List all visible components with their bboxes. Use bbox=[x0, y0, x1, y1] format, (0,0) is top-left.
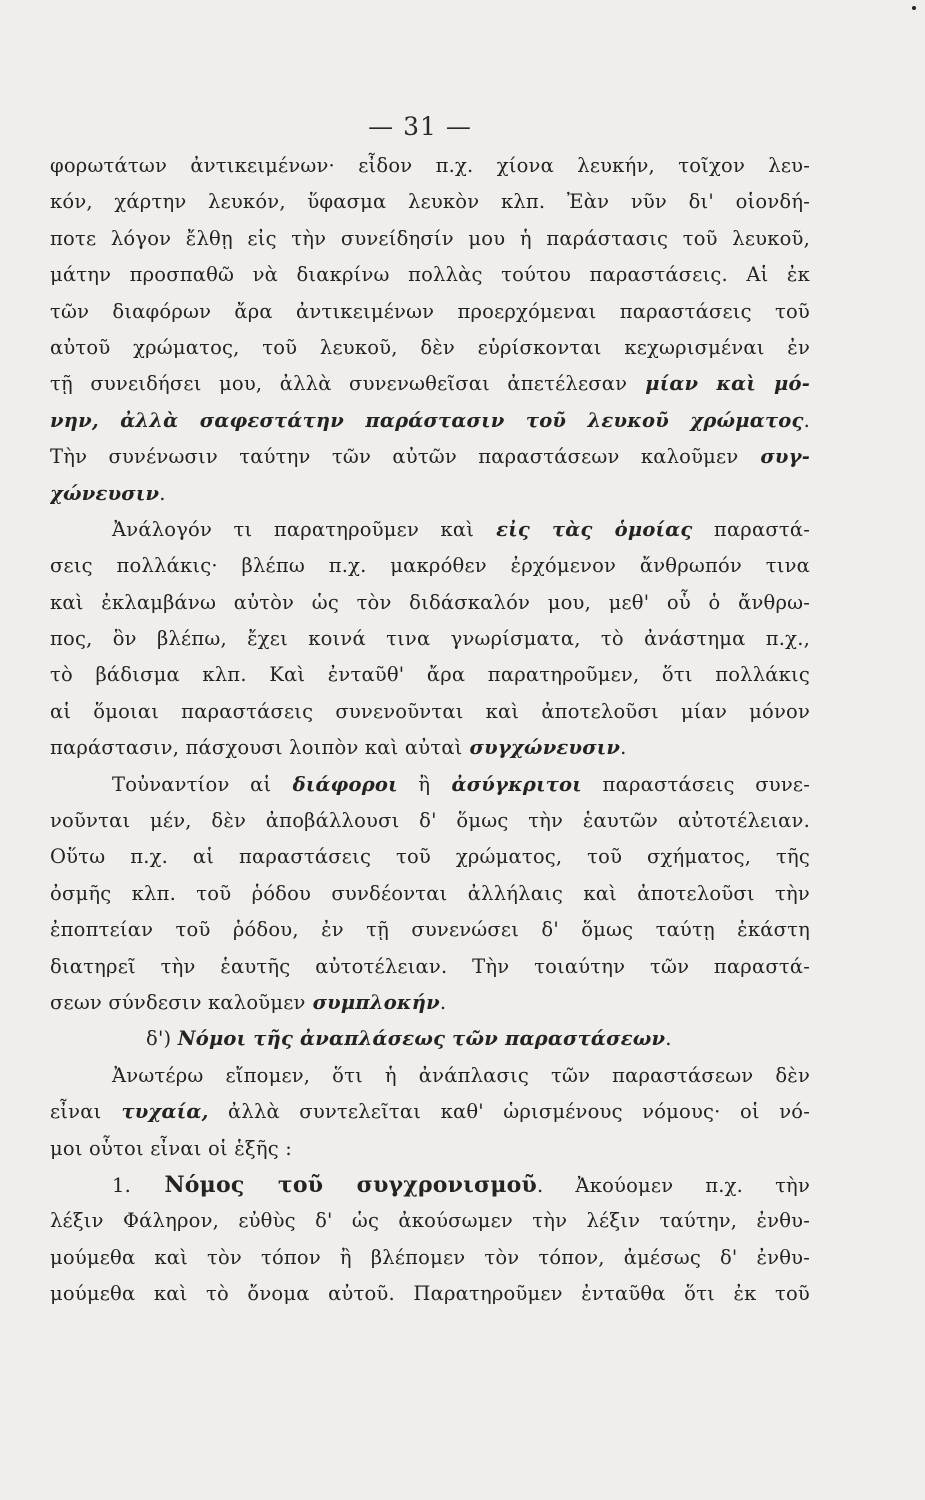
text-line bbox=[50, 876, 810, 912]
line-text: . Ἀκούομεν π.χ. τὴν bbox=[537, 1173, 810, 1197]
emphasis-text: μίαν καὶ μό- bbox=[627, 372, 810, 396]
text-line bbox=[50, 476, 810, 512]
emphasis-text: χώνευσιν bbox=[50, 481, 160, 505]
section-heading bbox=[50, 1021, 810, 1057]
line-text: τὸ βάδισμα κλπ. Καὶ ἐνταῦθ' ἄρα παρατηροῦμεν, ὅτι πολλάκις bbox=[50, 663, 810, 687]
line-text: 1. bbox=[112, 1173, 132, 1197]
line-text: ποτε λόγον ἔλθῃ εἰς τὴν συνείδησίν μου ἡ παράστασις τοῦ λευκοῦ, bbox=[50, 226, 810, 250]
line-text: διατηρεῖ τὴν ἑαυτῆς αὐτοτέλειαν. Τὴν τοιαύτην τῶν παραστά- bbox=[50, 954, 810, 978]
text-line bbox=[50, 621, 810, 657]
text-line bbox=[50, 839, 810, 875]
emphasis-text: συγχώνευσιν bbox=[462, 736, 621, 760]
line-text: παραστά- bbox=[692, 517, 810, 541]
line-text: λέξιν Φάληρον, εὐθὺς δ' ὡς ἀκούσωμεν τὴν λέξιν ταύτην, ἐνθυ- bbox=[50, 1209, 810, 1233]
text-line bbox=[50, 512, 810, 548]
line-text: πος, ὃν βλέπω, ἔχει κοινά τινα γνωρίσματα, τὸ ἀνάστημα π.χ., bbox=[50, 627, 810, 651]
text-line bbox=[50, 1240, 810, 1276]
text-line bbox=[50, 949, 810, 985]
line-text: . bbox=[665, 1027, 672, 1051]
line-text: Οὕτω π.χ. αἱ παραστάσεις τοῦ χρώματος, τοῦ σχήματος, τῆς bbox=[50, 845, 810, 869]
line-text: σεις πολλάκις· βλέπω π.χ. μακρόθεν ἐρχόμενον ἄνθρωπόν τινα bbox=[50, 554, 810, 578]
line-text: . bbox=[439, 990, 447, 1014]
text-line bbox=[50, 548, 810, 584]
emphasis-text: τυχαία, bbox=[101, 1100, 209, 1124]
line-text: αἱ ὅμοιαι παραστάσεις συνενοῦνται καὶ ἀποτελοῦσι μίαν μόνον bbox=[50, 699, 810, 723]
line-text: . bbox=[803, 408, 810, 432]
line-text: μάτην προσπαθῶ νὰ διακρίνω πολλὰς τούτου παραστάσεις. Αἱ ἐκ bbox=[50, 263, 810, 287]
text-line bbox=[50, 184, 810, 220]
ink-mark bbox=[912, 6, 916, 10]
emphasis-text: ἀσύγκριτοι bbox=[430, 772, 582, 796]
text-line bbox=[50, 767, 810, 803]
text-line bbox=[50, 803, 810, 839]
emphasis-text: εἰς τὰς ὁμοίας bbox=[474, 517, 693, 541]
text-line bbox=[50, 1058, 810, 1094]
line-text: μούμεθα καὶ τὸν τόπον ἢ βλέπομεν τὸν τόπον, ἀμέσως δ' ἐνθυ- bbox=[50, 1245, 810, 1269]
text-line bbox=[50, 912, 810, 948]
emphasis-text: Νόμοι τῆς ἀναπλάσεως τῶν παραστάσεων bbox=[177, 1027, 666, 1051]
page-number: — 31 — bbox=[368, 112, 472, 141]
line-text: Ἀνωτέρω εἴπομεν, ὅτι ἡ ἀνάπλασις τῶν παραστάσεων δὲν bbox=[112, 1063, 810, 1087]
line-text: . bbox=[159, 481, 166, 505]
line-text: αὐτοῦ χρώματος, τοῦ λευκοῦ, δὲν εὑρίσκονται κεχωρισμέναι ἐν bbox=[50, 335, 810, 359]
text-line bbox=[50, 985, 810, 1021]
line-text: ἐποπτείαν τοῦ ῥόδου, ἐν τῇ συνενώσει δ' ὅμως ταύτῃ ἑκάστη bbox=[50, 918, 810, 942]
line-text: φορωτάτων ἀντικειμένων· εἶδον π.χ. χίονα λευκήν, τοῖχον λευ- bbox=[50, 154, 810, 177]
emphasis-text: Νόμος τοῦ συγχρονισμοῦ bbox=[131, 1171, 538, 1198]
line-text: σεων σύνδεσιν καλοῦμεν bbox=[50, 990, 306, 1014]
line-text: . bbox=[620, 736, 627, 760]
text-line bbox=[50, 1203, 810, 1239]
line-text: νοῦνται μέν, δὲν ἀποβάλλουσι δ' ὅμως τὴν ἑαυτῶν αὐτοτέλειαν. bbox=[50, 809, 810, 833]
text-line bbox=[50, 1094, 810, 1130]
line-text: ἀλλὰ συντελεῖται καθ' ὡρισμένους νόμους· οἱ νό- bbox=[208, 1100, 810, 1124]
line-text: κόν, χάρτην λευκόν, ὕφασμα λευκὸν κλπ. Ἐὰν νῦν δι' οἱονδή- bbox=[50, 190, 810, 214]
line-text: παραστάσεις συνε- bbox=[581, 772, 810, 796]
line-text: δ') bbox=[146, 1027, 178, 1051]
text-line bbox=[50, 148, 810, 184]
page-text bbox=[50, 148, 810, 1313]
text-line bbox=[50, 1131, 810, 1167]
line-text: τῶν διαφόρων ἄρα ἀντικειμένων προερχόμεναι παραστάσεις τοῦ bbox=[50, 299, 810, 323]
line-text: Ἀνάλογόν τι παρατηροῦμεν καὶ bbox=[112, 517, 475, 541]
line-text: εἶναι bbox=[50, 1100, 102, 1124]
line-text: Τὴν συνένωσιν ταύτην τῶν αὐτῶν παραστάσεων καλοῦμεν bbox=[50, 445, 739, 469]
text-line bbox=[50, 403, 810, 439]
text-line bbox=[50, 330, 810, 366]
text-line bbox=[50, 657, 810, 693]
line-text: καὶ ἐκλαμβάνω αὐτὸν ὡς τὸν διδάσκαλόν μου, μεθ' οὗ ὁ ἄνθρω- bbox=[50, 590, 810, 614]
text-line bbox=[50, 366, 810, 402]
line-text: μούμεθα καὶ τὸ ὄνομα αὐτοῦ. Παρατηροῦμεν ἐνταῦθα ὅτι ἐκ τοῦ bbox=[50, 1282, 810, 1306]
text-line bbox=[50, 694, 810, 730]
line-text: παράστασιν, πάσχουσι λοιπὸν καὶ αὐταὶ bbox=[50, 736, 463, 760]
text-line bbox=[50, 294, 810, 330]
emphasis-text: διάφοροι bbox=[271, 772, 398, 796]
emphasis-text: νην, ἀλλὰ σαφεστάτην παράστασιν τοῦ λευκοῦ χρώματος bbox=[50, 408, 804, 432]
line-text: ἢ bbox=[397, 772, 431, 796]
line-text: μοι οὗτοι εἶναι οἱ ἑξῆς : bbox=[50, 1136, 292, 1160]
emphasis-text: συγ- bbox=[738, 445, 810, 469]
text-line bbox=[50, 1276, 810, 1312]
emphasis-text: συμπλοκήν bbox=[305, 990, 440, 1014]
text-line bbox=[50, 257, 810, 293]
line-text: Τοὐναντίον αἱ bbox=[112, 772, 272, 796]
text-line bbox=[50, 730, 810, 766]
line-text: τῇ συνειδήσει μου, ἀλλὰ συνενωθεῖσαι ἀπετέλεσαν bbox=[50, 372, 628, 396]
text-line bbox=[50, 585, 810, 621]
line-text: ὀσμῆς κλπ. τοῦ ῥόδου συνδέονται ἀλλήλαις καὶ ἀποτελοῦσι τὴν bbox=[50, 881, 810, 905]
text-line bbox=[50, 1167, 810, 1203]
text-line bbox=[50, 439, 810, 475]
text-line bbox=[50, 221, 810, 257]
